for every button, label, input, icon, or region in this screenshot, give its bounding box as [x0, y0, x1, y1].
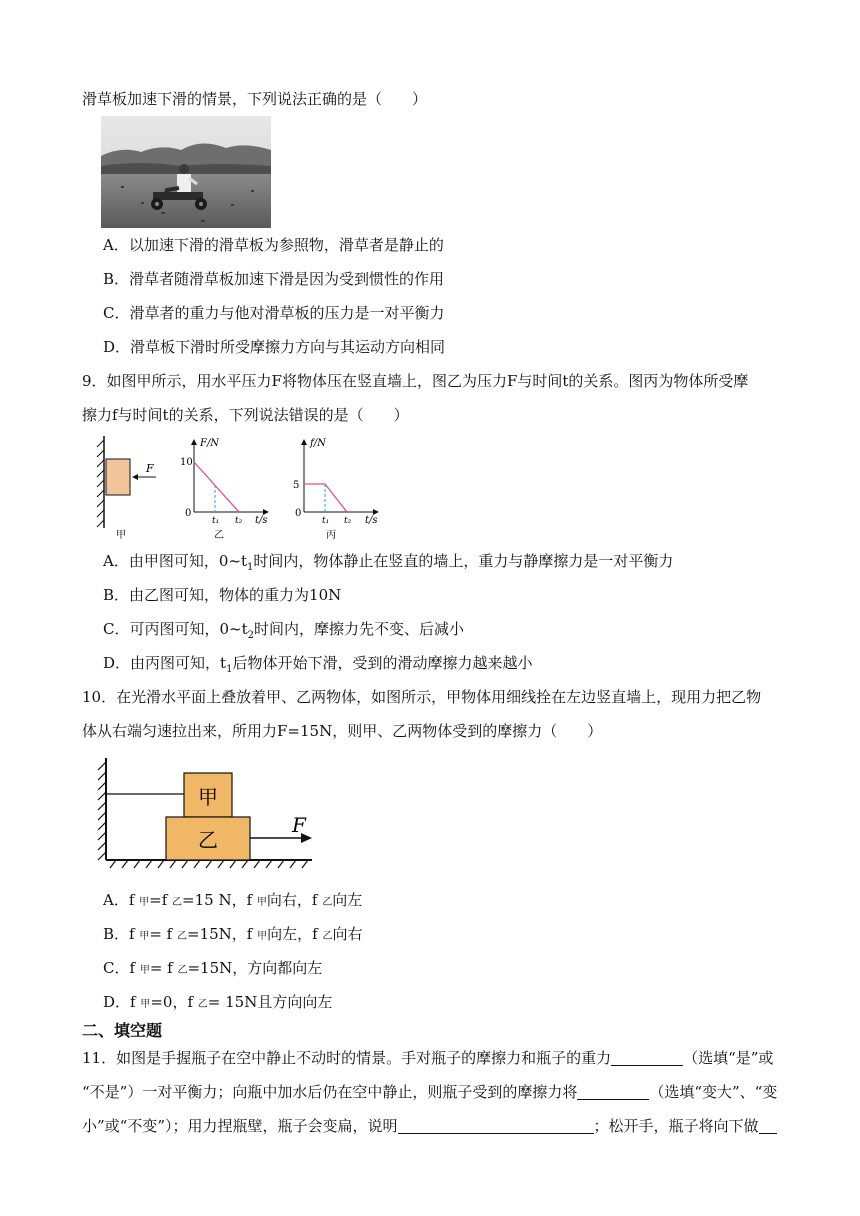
grass-sled-photo	[101, 116, 271, 228]
section-title-fill-blank: 二、填空题	[82, 1021, 163, 1040]
q9-bing-ylabel: f/N	[310, 438, 326, 449]
q10-option-b: B．f 甲= f 乙=15N，f 甲向左，f 乙向右	[103, 925, 363, 943]
q10-option-d: D．f 甲=0，f 乙= 15N且方向向左	[103, 993, 333, 1011]
q11-line1: 11．如图是手握瓶子在空中静止不动时的情景。手对瓶子的摩擦力和瓶子的重力 （选填“是”或	[82, 1049, 774, 1067]
q9-yi-t2: t₂	[235, 516, 243, 526]
q11-line3: 小”或“不变”）；用力捏瓶壁，瓶子会变扁，说明 ；松开手，瓶子将向下做	[82, 1116, 777, 1136]
q10-figure	[96, 752, 321, 870]
q9-option-a: A．由甲图可知，$0\sim t_1$时间内，物体静止在竖直的墙上，重力与静摩擦力是一对平衡力	[103, 552, 674, 573]
q11-blank-1[interactable]	[611, 1049, 683, 1066]
q11-blank-4[interactable]	[759, 1117, 777, 1134]
q11-blank-3[interactable]	[398, 1117, 594, 1134]
q9-bing-line	[304, 484, 347, 512]
q8-option-c: C．滑草者的重力与他对滑草板的压力是一对平衡力	[103, 304, 445, 322]
q9-yi-ytick: 10	[180, 457, 193, 468]
q9-label-bing: 丙	[326, 530, 336, 541]
q9-bing-xlabel: t/s	[365, 515, 378, 526]
q8-stem: 滑草板加速下滑的情景，下列说法正确的是（ ）	[82, 90, 428, 108]
q10-label-yi: 乙	[198, 828, 218, 852]
q9-bing-origin: 0	[295, 508, 302, 519]
q9-force-label: F	[146, 462, 154, 475]
q9-option-c: C．可丙图可知，$0\sim t_2$时间内，摩擦力先不变、后减小	[103, 620, 465, 641]
q9-block	[106, 459, 130, 495]
q10-stem-line2: 体从右端匀速拉出来，所用力F=15N，则甲、乙两物体受到的摩擦力（ ）	[82, 722, 603, 740]
q11-blank-2[interactable]	[577, 1083, 649, 1100]
q9-option-b: B．由乙图可知，物体的重力为10N	[103, 586, 342, 604]
q9-stem-line2: 擦力f与时间t的关系，下列说法错误的是（ ）	[82, 406, 409, 424]
q9-option-d: D．由丙图可知，$t_1$后物体开始下滑，受到的滑动摩擦力越来越小	[103, 654, 533, 675]
q9-figure	[94, 432, 394, 542]
q9-stem-line1: 9．如图甲所示，用水平压力F将物体压在竖直墙上，图乙为压力F与时间t的关系。图丙为物体所受摩	[82, 372, 749, 390]
q9-bing-t2: t₂	[344, 516, 352, 526]
q8-option-b: B．滑草者随滑草板加速下滑是因为受到惯性的作用	[103, 270, 445, 288]
q9-bing-ytick: 5	[293, 480, 300, 491]
q10-option-c: C．f 甲= f 乙=15N，方向都向左	[103, 959, 323, 977]
q8-option-a: A．以加速下滑的滑草板为参照物，滑草者是静止的	[103, 236, 444, 254]
q10-label-jia: 甲	[198, 785, 218, 809]
q8-option-d: D．滑草板下滑时所受摩擦力方向与其运动方向相同	[103, 338, 446, 356]
q9-yi-t1: t₁	[212, 516, 220, 526]
q9-yi-line	[194, 462, 239, 512]
q9-bing-t1: t₁	[322, 516, 330, 526]
q10-force-label: F	[292, 813, 306, 837]
q9-yi-ylabel: F/N	[200, 438, 220, 449]
q10-option-a: A．f 甲=f 乙=15 N，f 甲向右，f 乙向左	[103, 891, 363, 909]
q9-label-yi: 乙	[214, 530, 224, 541]
q9-yi-xlabel: t/s	[255, 515, 268, 526]
q9-label-jia: 甲	[116, 530, 126, 541]
q9-yi-origin: 0	[185, 508, 192, 519]
q10-stem-line1: 10．在光滑水平面上叠放着甲、乙两物体，如图所示，甲物体用细线拴在左边竖直墙上，现用力把乙物	[82, 688, 762, 706]
q11-line2: “不是”）一对平衡力；向瓶中加水后仍在空中静止，则瓶子受到的摩擦力将 （选填“变大”、“变	[82, 1083, 778, 1101]
